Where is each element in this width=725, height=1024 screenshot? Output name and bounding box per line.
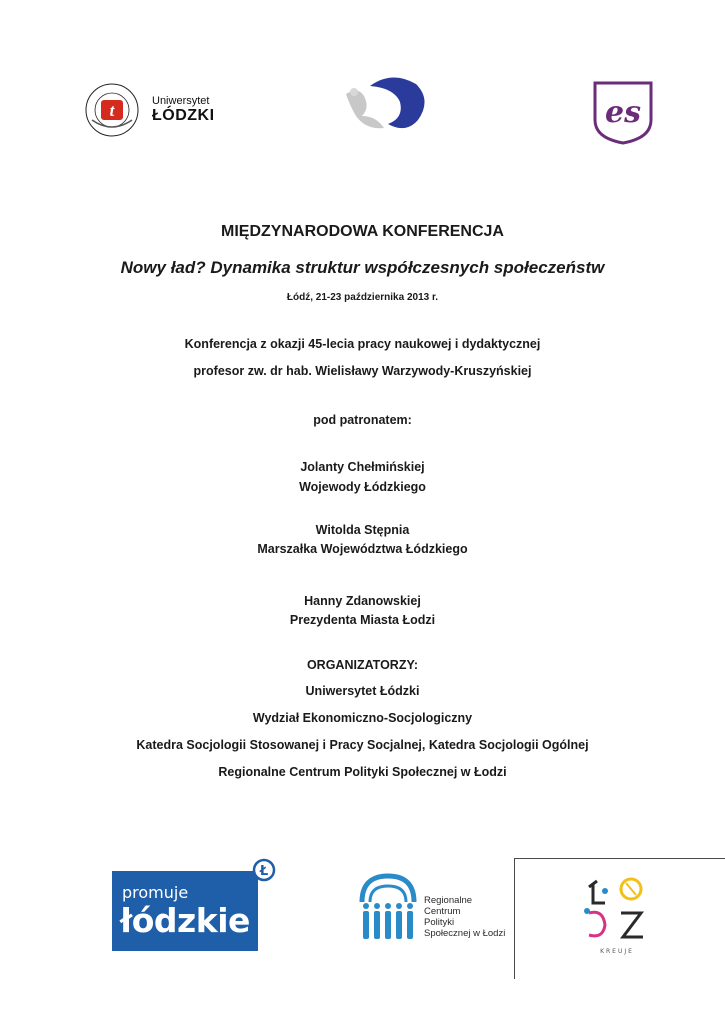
organizer-item: Uniwersytet Łódzki [305,684,420,698]
rcps-people-icon [358,872,418,942]
rcps-line2: Centrum [424,906,461,917]
es-logo-text: es [605,95,641,130]
promo-line2: łódzkie [120,901,250,940]
lodz-kreuje-icon [581,873,653,959]
patron-2-role: Marszałka Województwa Łódzkiego [257,542,468,556]
rcps-text [424,895,505,939]
uniwersytet-lodzki-logo [82,82,227,138]
swan-logo [340,72,430,138]
organizer-item: Regionalne Centrum Polityki Społecznej w Łodzi [218,765,507,779]
conference-date-place: Łódź, 21-23 października 2013 r. [286,292,439,303]
organizer-item: Wydział Ekonomiczno-Socjologiczny [252,711,473,725]
patron-3-role: Prezydenta Miasta Łodzi [289,613,436,627]
swan-icon [340,72,430,138]
patron-1-role: Wojewody Łódzkiego [299,480,426,494]
patron-3-name: Hanny Zdanowskiej [304,594,421,608]
promo-badge-icon [252,858,276,882]
promo-box [112,871,258,951]
conference-title: MIĘDZYNARODOWA KONFERENCJA [221,223,504,240]
promo-badge-text: Ł [259,864,269,879]
conference-subtitle: Nowy ład? Dynamika struktur współczesnych społeczeństw [120,258,605,277]
es-logo [592,80,654,146]
lodz-caption: KREUJE [600,948,634,955]
ul-seal-icon [82,82,148,138]
svg-text:t: t [109,101,115,120]
promo-line1: promuje [122,883,189,902]
promuje-lodzkie-logo [112,861,275,951]
rcps-logo [358,872,418,942]
patron-1-name: Jolanty Chełmińskiej [300,460,425,474]
rcps-line1: Regionalne [424,895,473,906]
es-shield-icon [592,80,654,146]
patronage-heading: pod patronatem: [313,413,412,427]
occasion-line-1: Konferencja z okazji 45-lecia pracy naukowej i dydaktycznej [184,337,541,351]
patron-2-name: Witolda Stępnia [315,523,410,537]
lodz-kreuje-logo [514,858,725,979]
ul-logo-word2: ŁÓDZKI [152,107,215,124]
organizers-heading: ORGANIZATORZY: [306,658,419,672]
rcps-line3: Polityki [424,917,455,928]
rcps-line4: Społecznej w Łodzi [424,928,506,939]
ul-logo-word1: Uniwersytet [152,95,210,107]
organizer-item: Katedra Socjologii Stosowanej i Pracy Socjalnej, Katedra Socjologii Ogólnej [136,738,589,752]
occasion-line-2: profesor zw. dr hab. Wielisławy Warzywody-Kruszyńskiej [193,364,532,378]
